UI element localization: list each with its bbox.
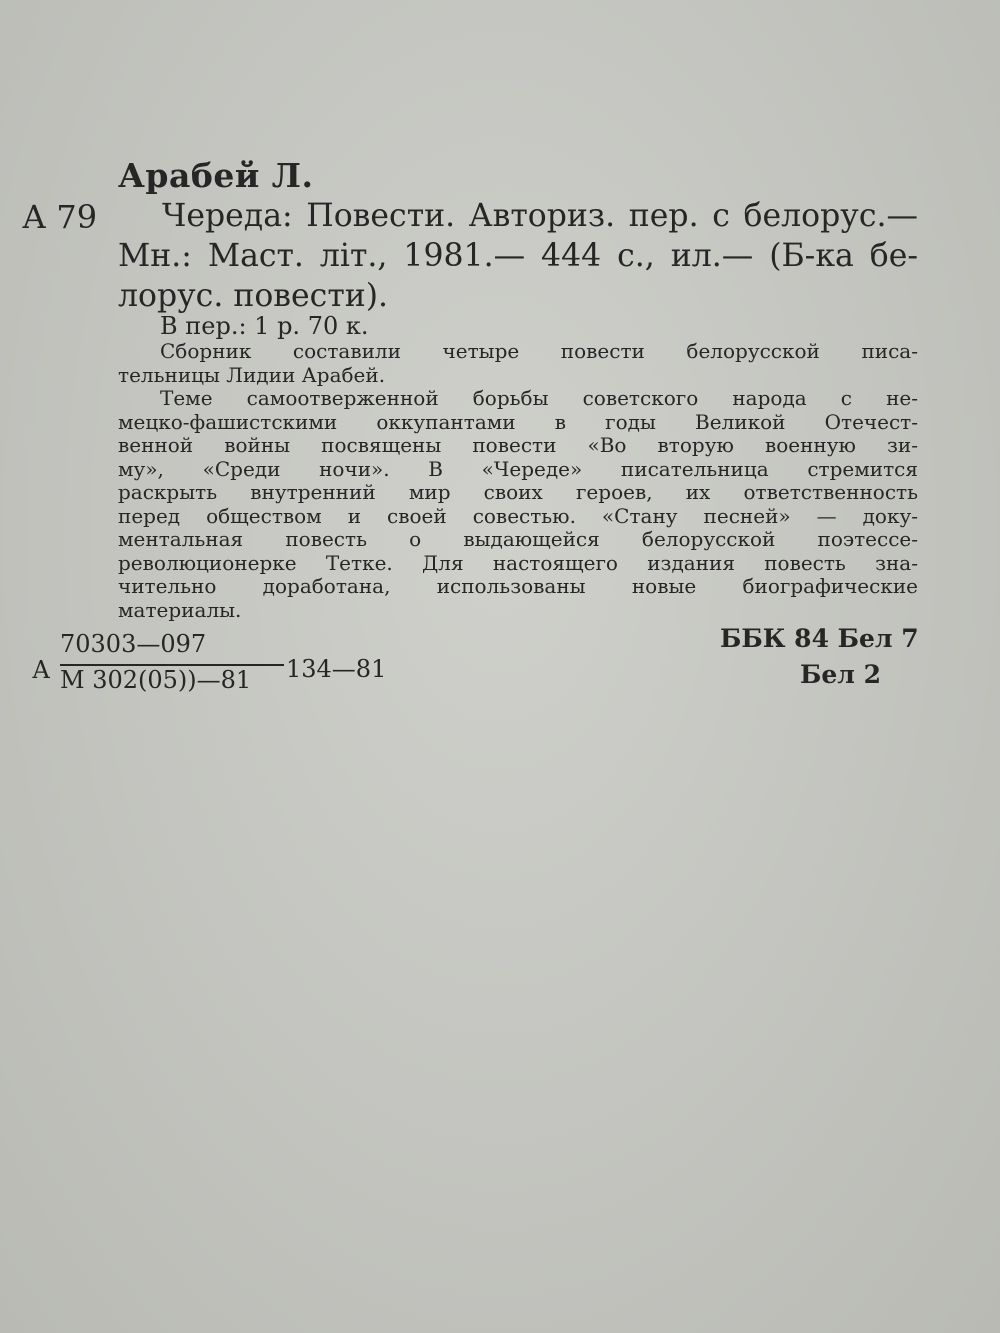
annotation-line: мецко-фашистскими оккупантами в годы Великой Отечест- — [118, 409, 918, 434]
annotation — [118, 340, 918, 622]
annotation-line: ментальная повесть о выдающейся белорусской поэтессе- — [118, 527, 918, 551]
annotation-line: венной войны посвящены повести «Во вторую военную зи- — [118, 433, 918, 457]
bbk-index-secondary: Бел 2 — [800, 660, 881, 689]
price-line: В пер.: 1 р. 70 к. — [160, 312, 369, 340]
annotation-line: раскрыть внутренний мир своих героев, их ответственность — [118, 480, 918, 504]
annotation-line: материалы. — [118, 597, 242, 622]
bbk-index-primary: ББК 84 Бел 7 — [720, 624, 919, 653]
classification-numerator: 70303—097 — [60, 630, 207, 658]
biblio-line: лорус. повести). — [118, 278, 389, 314]
annotation-line: чительно доработана, использованы новые биографические — [118, 574, 918, 598]
annotation-line: му», «Среди ночи». В «Череде» писательница стремится — [118, 456, 918, 481]
bibliographic-description — [118, 196, 918, 316]
biblio-line: Мн.: Маст. літ., 1981.— 444 с., ил.— (Б-ка бе- — [118, 238, 918, 274]
biblio-line: Череда: Повести. Авториз. пер. с белорус.— — [162, 198, 918, 234]
classification-letter: А — [32, 656, 51, 684]
classification-suffix: 134—81 — [286, 655, 387, 683]
annotation-line: революционерке Тетке. Для настоящего издания повесть зна- — [118, 550, 918, 575]
annotation-line: Сборник составили четыре повести белорусской писа- — [160, 339, 918, 363]
classification-denominator: М 302(05))—81 — [60, 666, 252, 694]
annotation-line: перед обществом и своей совестью. «Стану песней» — доку- — [118, 503, 918, 528]
annotation-line: Теме самоотверженной борьбы советского народа с не- — [160, 386, 918, 410]
annotation-line: тельницы Лидии Арабей. — [118, 362, 386, 387]
author-code: А 79 — [22, 198, 98, 236]
author-name: Арабей Л. — [118, 156, 314, 195]
